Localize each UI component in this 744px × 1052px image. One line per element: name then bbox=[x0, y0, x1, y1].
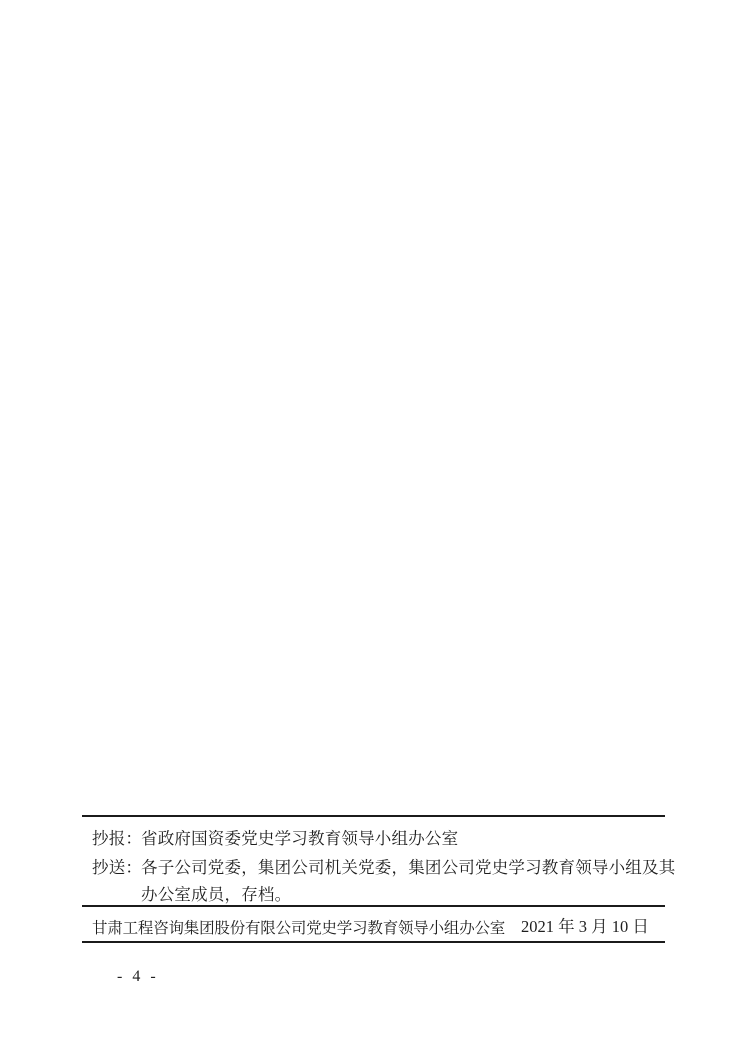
cc-report-text: 省政府国资委党史学习教育领导小组办公室 bbox=[141, 829, 459, 848]
cc-send-label: 抄送： bbox=[92, 858, 143, 877]
issue-date: 2021 年 3 月 10 日 bbox=[521, 917, 649, 936]
cc-send-text-line2: 办公室成员，存档。 bbox=[141, 885, 292, 904]
issuing-office: 甘肃工程咨询集团股份有限公司党史学习教育领导小组办公室 bbox=[92, 920, 506, 937]
cc-send-text-line1: 各子公司党委，集团公司机关党委，集团公司党史学习教育领导小组及其 bbox=[141, 858, 676, 877]
page-number: - 4 - bbox=[117, 968, 159, 985]
footer-divider-bottom bbox=[82, 941, 665, 943]
cc-report-label: 抄报： bbox=[92, 829, 143, 848]
footer-divider-top bbox=[82, 815, 665, 817]
footer-divider-middle bbox=[82, 905, 665, 907]
